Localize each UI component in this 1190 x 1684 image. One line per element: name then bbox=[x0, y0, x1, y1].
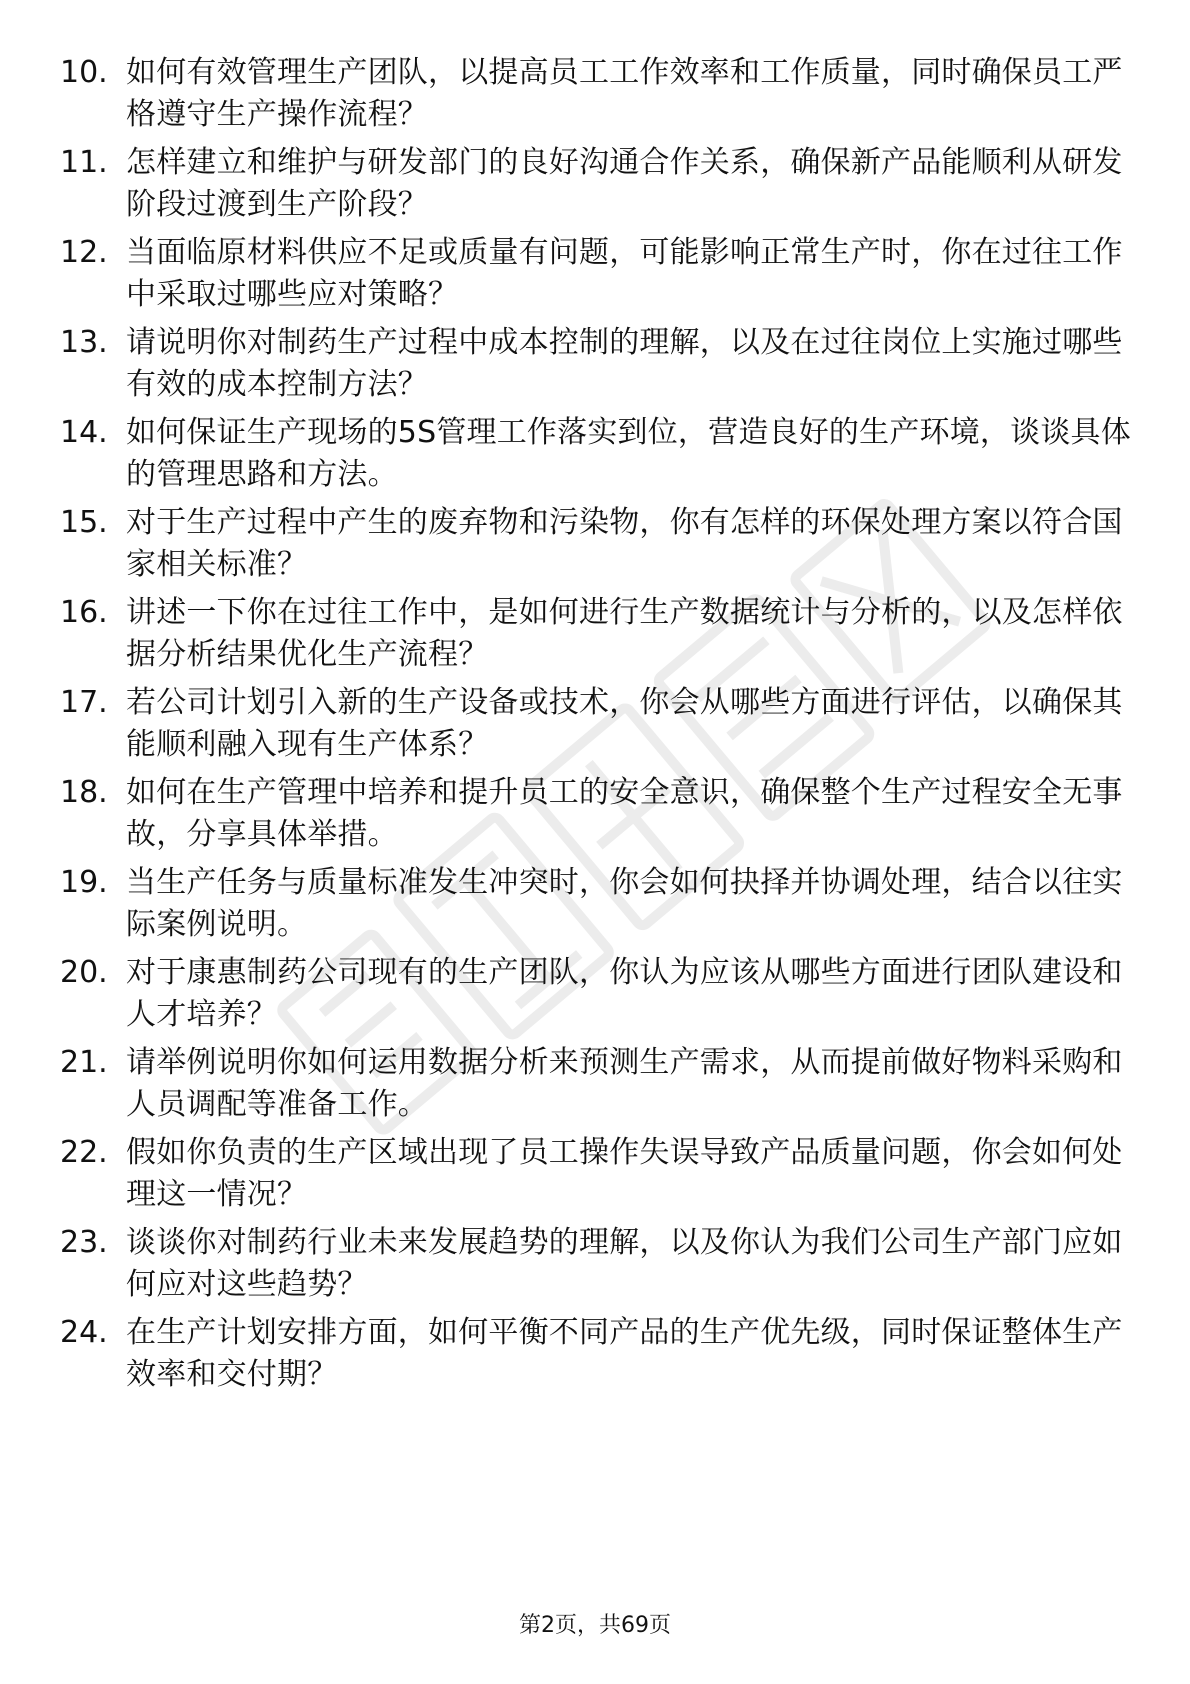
question-number: 11. bbox=[60, 145, 108, 180]
question-list bbox=[60, 52, 1140, 1402]
question-text: 若公司计划引入新的生产设备或技术，你会从哪些方面进行评估，以确保其能顺利融入现有生产体系？ bbox=[126, 685, 1123, 762]
list-item bbox=[60, 952, 1140, 1042]
list-item bbox=[60, 1312, 1140, 1402]
question-number: 19. bbox=[60, 865, 108, 900]
question-text: 如何保证生产现场的5S管理工作落实到位，营造良好的生产环境，谈谈具体的管理思路和方法。 bbox=[126, 415, 1131, 492]
list-item bbox=[60, 412, 1140, 502]
question-text: 请说明你对制药生产过程中成本控制的理解，以及在过往岗位上实施过哪些有效的成本控制方法？ bbox=[126, 325, 1123, 402]
list-item bbox=[60, 232, 1140, 322]
list-item bbox=[60, 772, 1140, 862]
question-number: 14. bbox=[60, 415, 108, 450]
list-item bbox=[60, 682, 1140, 772]
question-text: 怎样建立和维护与研发部门的良好沟通合作关系，确保新产品能顺利从研发阶段过渡到生产阶段？ bbox=[126, 145, 1123, 222]
question-text: 如何在生产管理中培养和提升员工的安全意识，确保整个生产过程安全无事故，分享具体举措。 bbox=[126, 775, 1123, 852]
question-number: 15. bbox=[60, 505, 108, 540]
question-text: 当生产任务与质量标准发生冲突时，你会如何抉择并协调处理，结合以往实际案例说明。 bbox=[126, 865, 1123, 942]
question-number: 12. bbox=[60, 235, 108, 270]
question-number: 13. bbox=[60, 325, 108, 360]
question-number: 20. bbox=[60, 955, 108, 990]
list-item bbox=[60, 862, 1140, 952]
question-number: 22. bbox=[60, 1135, 108, 1170]
question-text: 如何有效管理生产团队，以提高员工工作效率和工作质量，同时确保员工严格遵守生产操作流程？ bbox=[126, 55, 1123, 132]
question-text: 在生产计划安排方面，如何平衡不同产品的生产优先级，同时保证整体生产效率和交付期？ bbox=[126, 1315, 1123, 1392]
question-text: 谈谈你对制药行业未来发展趋势的理解，以及你认为我们公司生产部门应如何应对这些趋势？ bbox=[126, 1225, 1123, 1302]
list-item bbox=[60, 1132, 1140, 1222]
list-item bbox=[60, 592, 1140, 682]
question-text: 当面临原材料供应不足或质量有问题，可能影响正常生产时，你在过往工作中采取过哪些应对策略？ bbox=[126, 235, 1123, 312]
question-text: 对于生产过程中产生的废弃物和污染物，你有怎样的环保处理方案以符合国家相关标准？ bbox=[126, 505, 1123, 582]
question-text: 讲述一下你在过往工作中，是如何进行生产数据统计与分析的，以及怎样依据分析结果优化生产流程？ bbox=[126, 595, 1123, 672]
question-number: 10. bbox=[60, 55, 108, 90]
question-number: 23. bbox=[60, 1225, 108, 1260]
list-item bbox=[60, 502, 1140, 592]
list-item bbox=[60, 1042, 1140, 1132]
list-item bbox=[60, 142, 1140, 232]
question-number: 16. bbox=[60, 595, 108, 630]
list-item bbox=[60, 1222, 1140, 1312]
question-number: 17. bbox=[60, 685, 108, 720]
page-number: 第2页，共69页 bbox=[519, 1613, 671, 1638]
question-text: 假如你负责的生产区域出现了员工操作失误导致产品质量问题，你会如何处理这一情况？ bbox=[126, 1135, 1123, 1212]
list-item bbox=[60, 322, 1140, 412]
question-number: 21. bbox=[60, 1045, 108, 1080]
question-text: 请举例说明你如何运用数据分析来预测生产需求，从而提前做好物料采购和人员调配等准备工作。 bbox=[126, 1045, 1123, 1122]
question-number: 24. bbox=[60, 1315, 108, 1350]
question-number: 18. bbox=[60, 775, 108, 810]
list-item bbox=[60, 52, 1140, 142]
question-text: 对于康惠制药公司现有的生产团队，你认为应该从哪些方面进行团队建设和人才培养？ bbox=[126, 955, 1123, 1032]
